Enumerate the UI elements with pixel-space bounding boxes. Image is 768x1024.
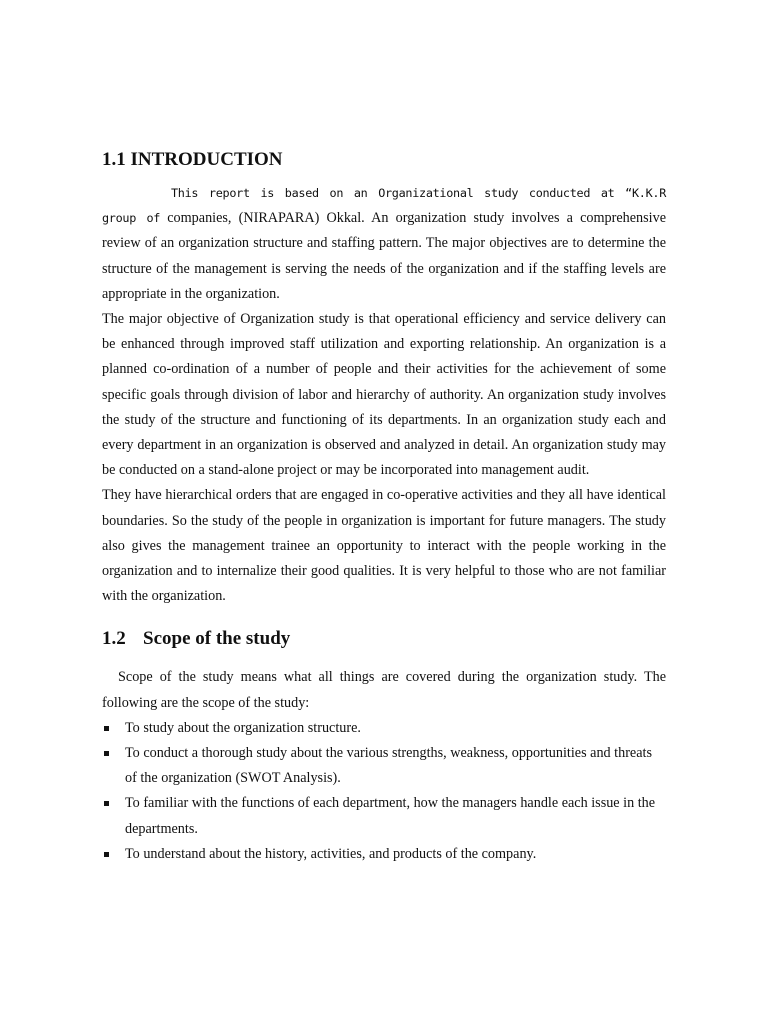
section-heading-scope — [102, 625, 666, 653]
square-bullet-icon — [104, 751, 109, 756]
section-number: 1.2 — [102, 628, 126, 650]
list-item — [102, 716, 666, 741]
list-item — [102, 741, 666, 791]
list-item-text: To familiar with the functions of each department, how the managers handle each issue in the departments. — [125, 795, 656, 837]
square-bullet-icon — [104, 852, 109, 857]
list-item-text: To conduct a thorough study about the various strengths, weakness, opportunities and threats of the organization (SWOT Analysis). — [125, 745, 652, 787]
list-item-text: To study about the organization structure. — [125, 719, 361, 736]
introduction-paragraph-1 — [102, 181, 666, 307]
square-bullet-icon — [104, 726, 109, 731]
list-item — [102, 842, 666, 867]
scope-bullet-list — [102, 716, 666, 867]
square-bullet-icon — [104, 801, 109, 806]
introduction-paragraph-1-lead: This report is based on an Organizational study conducted at “K.K.R group of — [102, 186, 666, 226]
page-content — [102, 146, 666, 867]
introduction-paragraph-2: The major objective of Organization study is that operational efficiency and service delivery can be enhanced through improved staff utilization and exporting relationship. An organization is a planned co-ordination of a number of people and their activities for the achievement of some specific goals through division of labor and hierarchy of authority. An organization study involves the study of the structure and functioning of its departments. In an organization study each and every department in an organization is observed and analyzed in detail. An organization study may be conducted on a stand-alone project or may be incorporated into management audit. — [102, 311, 666, 479]
scope-intro-paragraph: Scope of the study means what all things are covered during the organization study. The following are the scope of the study: — [102, 669, 666, 711]
introduction-paragraph-1-rest: companies, (NIRAPARA) Okkal. An organization study involves a comprehensive review of an organization structure and staffing pattern. The major objectives are to determine the structure of the management is serving the needs of the organization and if the staffing levels are appropriate in the organization. — [102, 210, 667, 302]
list-item-text: To understand about the history, activities, and products of the company. — [125, 845, 537, 862]
list-item — [102, 791, 666, 841]
introduction-paragraph-3: They have hierarchical orders that are engaged in co-operative activities and they all have identical boundaries. So the study of the people in organization is important for future managers. The study also gives the management trainee an opportunity to interact with the people working in the organization and to internalize their good qualities. It is very helpful to those who are not familiar with the organization. — [102, 487, 666, 605]
section-heading-introduction: 1.1 INTRODUCTION — [102, 149, 283, 170]
section-title: Scope of the study — [143, 628, 291, 650]
